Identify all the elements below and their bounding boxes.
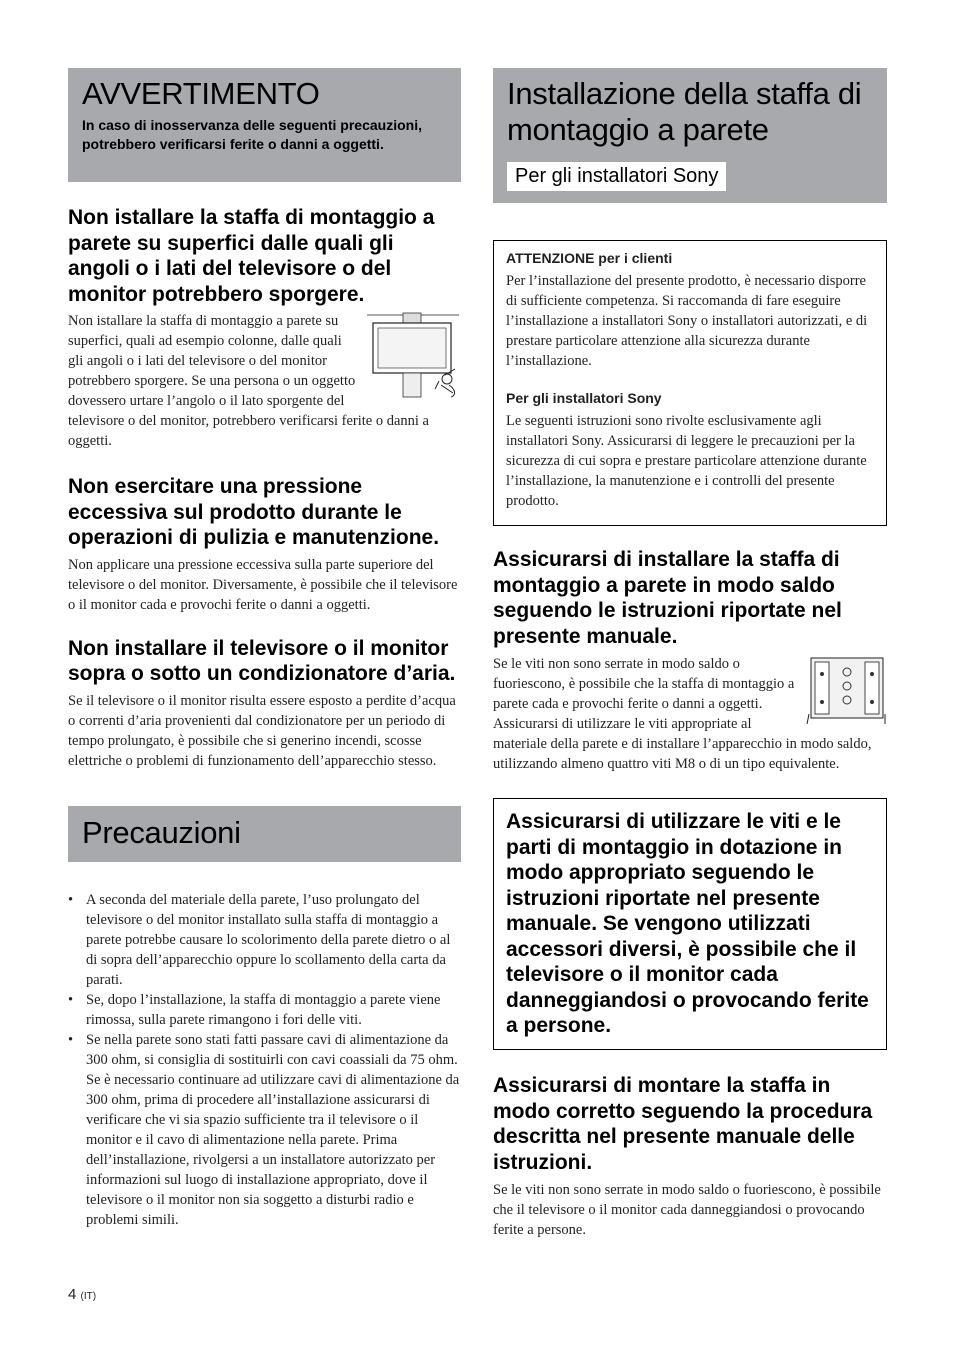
section-secure-install <box>493 547 887 774</box>
tv-column-illustration <box>365 311 461 399</box>
warning-subtitle: In caso di inosservanza delle seguenti precauzioni, potrebbero verificarsi ferite o danni a oggetti. <box>82 117 422 152</box>
notice-body-installers: Le seguenti istruzioni sono rivolte esclusivamente agli installatori Sony. Assicurarsi di leggere le precauzioni per la sicurezza di cui sopra e prestare particolare attenzione durante l’installazione, la manutenzione e i controlli del presente prodotto. <box>506 413 867 509</box>
section-heading: Non installare il televisore o il monitor sopra o sotto un condizionatore d’aria. <box>68 636 456 685</box>
list-item: • A seconda del materiale della parete, l’uso prolungato del televisore o del monitor installato sulla staffa di montaggio a parete potrebbe causare lo scolorimento della parete dietro o al di sopra dell’apparecchio oppure lo scollamento della carta da parati. <box>68 890 461 990</box>
section-mount <box>493 1073 887 1240</box>
precautions-banner <box>68 806 461 862</box>
screws-warning-box <box>493 798 887 1050</box>
section-surfaces <box>68 205 461 451</box>
section-heading: Non istallare la staffa di montaggio a parete su superfici dalle quali gli angoli o i lati del televisore o del monitor potrebbero sporgere. <box>68 206 435 306</box>
section-pressure <box>68 474 461 615</box>
left-column <box>68 68 461 1230</box>
page-number-value: 4 <box>68 1286 77 1303</box>
section-heading: Non esercitare una pressione eccessiva sul prodotto durante le operazioni di pulizia e manutenzione. <box>68 475 440 549</box>
precautions-list <box>68 890 461 1230</box>
section-body: Non istallare la staffa di montaggio a parete su superfici, quali ad esempio colonne, dalle quali gli angoli o i lati del televisore o del monitor potrebbero sporgere. Se una persona o un oggetto dovessero urtare l’angolo o il lato sporgente del televisore o del monitor, potrebbero verificarsi ferite o danni a oggetti. <box>68 313 429 449</box>
installation-title: Installazione della staffa di montaggio a parete <box>507 76 862 147</box>
notice-box <box>493 240 887 526</box>
section-heading: Assicurarsi di montare la staffa in modo corretto seguendo la procedura descritta nel presente manuale delle istruzioni. <box>493 1074 873 1174</box>
section-body: Se le viti non sono serrate in modo saldo o fuoriescono, è possibile che la staffa di montaggio a parete cada e provochi ferite o danni a oggetti. Assicurarsi di utilizzare le viti appropriate al materiale della parete e di installare l’apparecchio in modo saldo, utilizzando almeno quattro viti M8 o di un tipo equivalente. <box>493 656 872 772</box>
section-body: Se il televisore o il monitor risulta essere esposto a perdite d’acqua o correnti d’aria provenienti dal condizionatore per un periodo di tempo prolungato, è possibile che si generino incendi, scosse elettriche o problemi di funzionamento dell’apparecchio stesso. <box>68 692 456 769</box>
sony-installers-label: Per gli installatori Sony <box>507 162 726 191</box>
page-language: (IT) <box>80 1291 97 1302</box>
warning-title: AVVERTIMENTO <box>82 76 320 111</box>
list-item: • Se, dopo l’installazione, la staffa di montaggio a parete viene rimossa, sulla parete rimangono i fori delle viti. <box>68 990 461 1030</box>
notice-body-customers: Per l’installazione del presente prodotto, è necessario disporre di sufficiente competenza. Si raccomanda di fare eseguire l’installazione a installatori Sony o installatori autorizzati, e di prestare particolare attenzione alla sicurezza durante l’installazione. <box>506 273 868 369</box>
screws-warning-heading: Assicurarsi di utilizzare le viti e le parti di montaggio in dotazione in modo appropriato seguendo le istruzioni riportate nel presente manuale. Se vengono utilizzati accessori diversi, è possibile che il televisore o il monitor cada danneggiandosi o provocando ferite a persone. <box>506 810 869 1037</box>
section-body: Se le viti non sono serrate in modo saldo o fuoriescono, è possibile che il televisore o il monitor cada danneggiandosi o provocando ferite a persone. <box>493 1182 881 1238</box>
warning-banner <box>68 68 461 182</box>
notice-heading-installers: Per gli installatori Sony <box>506 390 662 406</box>
section-heading: Assicurarsi di installare la staffa di montaggio a parete in modo saldo seguendo le istruzioni riportate nel presente manuale. <box>493 548 842 648</box>
section-body: Non applicare una pressione eccessiva sulla parte superiore del televisore o del monitor. Diversamente, è possibile che il televisore o il monitor cada e provochi ferite o danni a oggetti. <box>68 556 458 613</box>
right-column <box>493 68 887 1240</box>
notice-heading-customers: ATTENZIONE per i clienti <box>506 250 673 266</box>
precautions-title: Precauzioni <box>82 814 241 850</box>
list-item: • Se nella parete sono stati fatti passare cavi di alimentazione da 300 ohm, si consiglia di sostituirli con cavi coassiali da 75 ohm. Se è necessario continuare ad utilizzare cavi di alimentazione da 300 ohm, prima di procedere all’installazione assicurarsi di verificare che vi sia spazio sufficiente tra il televisore o il monitor e il cavo di alimentazione nella parete. Prima dell’installazione, rivolgersi a un installatore autorizzato per informazioni sul luogo di installazione appropriato, dove il televisore o il monitor non sia soggetto a disturbi radio e problemi simili. <box>68 1030 461 1230</box>
section-air-conditioner <box>68 636 461 771</box>
page-number <box>68 1286 96 1303</box>
wall-bracket-illustration <box>805 654 887 726</box>
installation-banner <box>493 68 887 203</box>
